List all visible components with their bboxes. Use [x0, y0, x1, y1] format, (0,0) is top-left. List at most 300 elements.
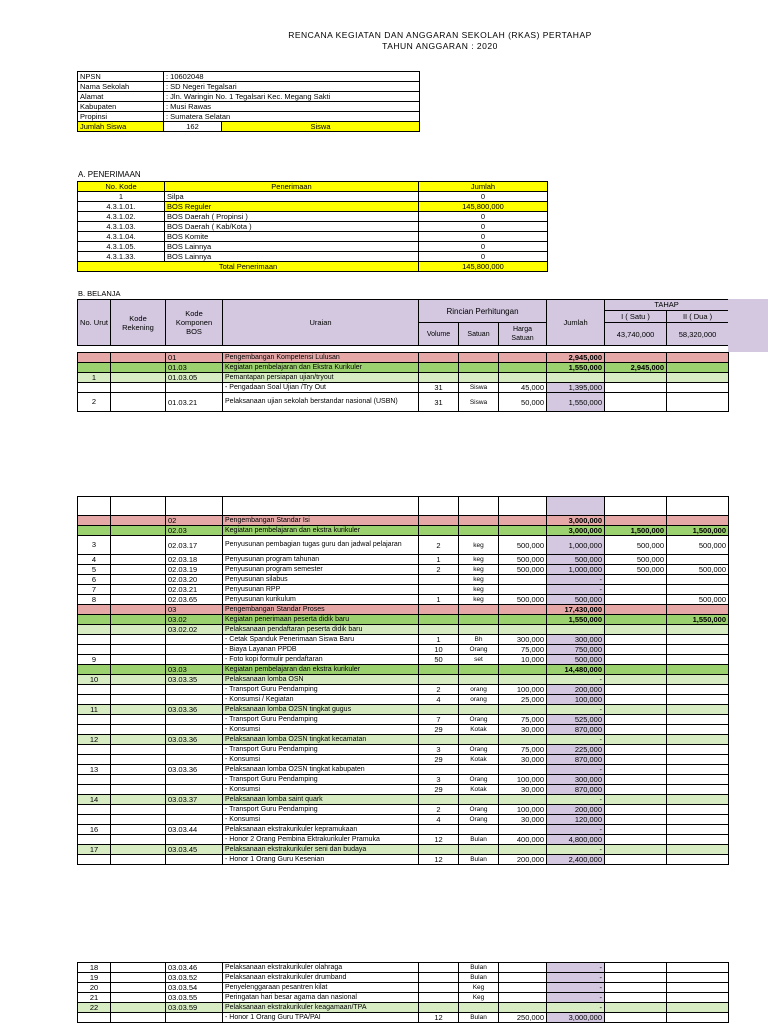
cell-jumlah: - [547, 825, 605, 835]
cell-jumlah: 2,400,000 [547, 855, 605, 865]
penerimaan-row [78, 202, 548, 212]
cell-satuan: Keg [459, 983, 499, 993]
cell-tahap-1: 500,000 [605, 555, 667, 565]
cell-volume: 3 [419, 745, 459, 755]
cell-komponen [166, 497, 223, 516]
cell-jumlah: - [547, 993, 605, 1003]
belanja-block-1 [77, 352, 729, 412]
header-volume: Volume [419, 323, 459, 346]
penerimaan-row [78, 232, 548, 242]
belanja-row [78, 745, 729, 755]
penerimaan-kode: 4.3.1.05. [78, 242, 165, 252]
cell-tahap-2 [667, 1003, 729, 1013]
cell-komponen: 03.02 [166, 615, 223, 625]
cell-satuan: keg [459, 536, 499, 555]
penerimaan-nama: BOS Daerah ( Kab/Kota ) [165, 222, 419, 232]
cell-jumlah: - [547, 705, 605, 715]
cell-harga: 200,000 [499, 855, 547, 865]
cell-rekening [111, 775, 166, 785]
header-tahap: TAHAP [605, 300, 729, 311]
cell-volume [419, 795, 459, 805]
cell-rekening [111, 1003, 166, 1013]
cell-satuan [459, 795, 499, 805]
cell-komponen: 03.03.45 [166, 845, 223, 855]
cell-satuan: Bh [459, 635, 499, 645]
jumlah-siswa-count: 162 [164, 122, 222, 132]
cell-komponen: 03.03 [166, 665, 223, 675]
cell-satuan: Bulan [459, 855, 499, 865]
belanja-row [78, 383, 729, 393]
cell-no [78, 745, 111, 755]
cell-tahap-1 [605, 835, 667, 845]
identity-row [78, 82, 420, 92]
cell-tahap-1 [605, 575, 667, 585]
cell-komponen: 03 [166, 605, 223, 615]
cell-tahap-2 [667, 393, 729, 412]
cell-jumlah: 500,000 [547, 555, 605, 565]
cell-rekening [111, 983, 166, 993]
cell-satuan [459, 735, 499, 745]
cell-satuan: Siswa [459, 393, 499, 412]
cell-rekening [111, 536, 166, 555]
cell-jumlah: 300,000 [547, 635, 605, 645]
cell-satuan: Orang [459, 775, 499, 785]
cell-volume: 1 [419, 635, 459, 645]
belanja-row [78, 605, 729, 615]
cell-komponen [166, 835, 223, 845]
cell-satuan [459, 665, 499, 675]
belanja-row [78, 695, 729, 705]
cell-uraian: - Cetak Spanduk Penerimaan Siswa Baru [223, 635, 419, 645]
identity-value: : 10602048 [164, 72, 420, 82]
cell-jumlah: 870,000 [547, 725, 605, 735]
cell-uraian: Peringatan hari besar agama dan nasional [223, 993, 419, 1003]
cell-rekening [111, 795, 166, 805]
cell-harga [499, 353, 547, 363]
cell-uraian: - Honor 1 Orang Guru TPA/PAI [223, 1013, 419, 1023]
cell-komponen: 02 [166, 516, 223, 526]
cell-tahap-2 [667, 705, 729, 715]
cell-rekening [111, 575, 166, 585]
cell-volume [419, 845, 459, 855]
cell-volume: 4 [419, 815, 459, 825]
cell-tahap-1 [605, 497, 667, 516]
cell-volume [419, 615, 459, 625]
cell-harga [499, 765, 547, 775]
cell-harga: 30,000 [499, 785, 547, 795]
penerimaan-jumlah: 145,800,000 [419, 202, 548, 212]
cell-rekening [111, 705, 166, 715]
cell-jumlah: - [547, 845, 605, 855]
cell-komponen: 02.03 [166, 526, 223, 536]
cell-volume [419, 825, 459, 835]
cell-komponen: 03.03.36 [166, 705, 223, 715]
cell-tahap-2 [667, 973, 729, 983]
cell-no [78, 353, 111, 363]
cell-tahap-2 [667, 715, 729, 725]
cell-tahap-1: 500,000 [605, 536, 667, 555]
header-kode-rekening: Kode Rekening [111, 300, 166, 346]
cell-harga [499, 665, 547, 675]
cell-jumlah: 300,000 [547, 775, 605, 785]
header-tahap-2: II ( Dua ) [667, 310, 729, 322]
cell-harga: 75,000 [499, 745, 547, 755]
cell-tahap-1 [605, 685, 667, 695]
cell-jumlah: 1,000,000 [547, 536, 605, 555]
cell-volume [419, 665, 459, 675]
cell-uraian [223, 497, 419, 516]
cell-tahap-1 [605, 785, 667, 795]
cell-volume [419, 516, 459, 526]
penerimaan-jumlah: 0 [419, 222, 548, 232]
cell-rekening [111, 655, 166, 665]
total-penerimaan-value: 145,800,000 [419, 262, 548, 272]
jumlah-siswa-label: Jumlah Siswa [78, 122, 164, 132]
cell-rekening [111, 695, 166, 705]
header-tahap-extension [728, 299, 768, 352]
cell-tahap-2 [667, 695, 729, 705]
cell-harga [499, 1003, 547, 1013]
cell-komponen: 01.03.21 [166, 393, 223, 412]
penerimaan-row [78, 222, 548, 232]
cell-harga [499, 575, 547, 585]
cell-jumlah [547, 497, 605, 516]
belanja-row [78, 983, 729, 993]
cell-tahap-1 [605, 393, 667, 412]
cell-satuan: Orang [459, 645, 499, 655]
cell-harga [499, 373, 547, 383]
cell-rekening [111, 585, 166, 595]
cell-tahap-1 [605, 695, 667, 705]
cell-no: 16 [78, 825, 111, 835]
cell-uraian: Penyusunan kurikulum [223, 595, 419, 605]
cell-tahap-1 [605, 1003, 667, 1013]
cell-satuan: Keg [459, 993, 499, 1003]
cell-satuan [459, 615, 499, 625]
belanja-row [78, 715, 729, 725]
cell-satuan: Orang [459, 745, 499, 755]
cell-tahap-2 [667, 516, 729, 526]
identity-label: Alamat [78, 92, 164, 102]
cell-rekening [111, 745, 166, 755]
cell-jumlah: 1,000,000 [547, 565, 605, 575]
cell-uraian: Penyusunan program tahunan [223, 555, 419, 565]
cell-satuan [459, 526, 499, 536]
cell-tahap-2 [667, 685, 729, 695]
cell-harga: 45,000 [499, 383, 547, 393]
cell-harga [499, 585, 547, 595]
penerimaan-kode: 4.3.1.03. [78, 222, 165, 232]
cell-jumlah: 100,000 [547, 695, 605, 705]
cell-tahap-1 [605, 353, 667, 363]
cell-volume: 12 [419, 855, 459, 865]
cell-rekening [111, 835, 166, 845]
cell-uraian: Pelaksanaan ekstrakurikuler seni dan budaya [223, 845, 419, 855]
cell-tahap-1 [605, 605, 667, 615]
penerimaan-kode: 4.3.1.02. [78, 212, 165, 222]
cell-tahap-2 [667, 795, 729, 805]
cell-tahap-1 [605, 625, 667, 635]
cell-tahap-2 [667, 555, 729, 565]
cell-volume [419, 993, 459, 1003]
cell-volume: 31 [419, 383, 459, 393]
header-tahap-2-total: 58,320,000 [667, 323, 729, 346]
cell-harga [499, 705, 547, 715]
cell-tahap-1 [605, 855, 667, 865]
cell-rekening [111, 675, 166, 685]
belanja-row [78, 645, 729, 655]
cell-rekening [111, 665, 166, 675]
cell-tahap-2: 500,000 [667, 536, 729, 555]
cell-volume [419, 526, 459, 536]
cell-tahap-2: 1,500,000 [667, 526, 729, 536]
cell-komponen [166, 655, 223, 665]
cell-volume [419, 735, 459, 745]
penerimaan-row [78, 252, 548, 262]
cell-harga [499, 363, 547, 373]
cell-satuan: Bulan [459, 963, 499, 973]
cell-harga [499, 973, 547, 983]
belanja-row [78, 973, 729, 983]
cell-uraian: Pelaksanaan lomba O2SN tingkat kecamatan [223, 735, 419, 745]
header-uraian: Uraian [223, 300, 419, 346]
cell-harga [499, 497, 547, 516]
cell-volume: 2 [419, 805, 459, 815]
cell-jumlah: 225,000 [547, 745, 605, 755]
cell-komponen: 03.03.55 [166, 993, 223, 1003]
cell-uraian: Pelaksanaan pendaftaran peserta didik baru [223, 625, 419, 635]
belanja-row [78, 775, 729, 785]
cell-harga: 30,000 [499, 755, 547, 765]
header-tahap-1: I ( Satu ) [605, 310, 667, 322]
cell-komponen [166, 785, 223, 795]
cell-no [78, 695, 111, 705]
belanja-row [78, 675, 729, 685]
cell-rekening [111, 373, 166, 383]
cell-tahap-1 [605, 745, 667, 755]
cell-uraian: - Transport Guru Pendamping [223, 685, 419, 695]
cell-jumlah: 4,800,000 [547, 835, 605, 845]
cell-tahap-1 [605, 725, 667, 735]
cell-komponen: 01.03.05 [166, 373, 223, 383]
cell-tahap-2 [667, 373, 729, 383]
cell-komponen [166, 755, 223, 765]
cell-satuan [459, 353, 499, 363]
penerimaan-jumlah: 0 [419, 232, 548, 242]
belanja-row [78, 373, 729, 383]
cell-tahap-1: 500,000 [605, 565, 667, 575]
cell-komponen: 02.03.18 [166, 555, 223, 565]
cell-rekening [111, 526, 166, 536]
cell-satuan: set [459, 655, 499, 665]
penerimaan-row [78, 212, 548, 222]
cell-tahap-2 [667, 575, 729, 585]
cell-uraian: Pelaksanaan lomba O2SN tingkat gugus [223, 705, 419, 715]
cell-volume [419, 705, 459, 715]
header-jumlah: Jumlah [547, 300, 605, 346]
cell-volume: 2 [419, 565, 459, 575]
document-title: RENCANA KEGIATAN DAN ANGGARAN SEKOLAH (RKAS) PERTAHAP [288, 30, 592, 40]
cell-tahap-1 [605, 383, 667, 393]
belanja-row [78, 795, 729, 805]
belanja-block-2 [77, 496, 729, 865]
cell-satuan: keg [459, 555, 499, 565]
cell-rekening [111, 605, 166, 615]
cell-volume [419, 497, 459, 516]
cell-tahap-1 [605, 845, 667, 855]
cell-rekening [111, 845, 166, 855]
cell-tahap-1: 1,500,000 [605, 526, 667, 536]
cell-rekening [111, 785, 166, 795]
cell-tahap-1 [605, 705, 667, 715]
cell-no: 12 [78, 735, 111, 745]
cell-satuan [459, 1003, 499, 1013]
cell-no: 21 [78, 993, 111, 1003]
cell-volume: 50 [419, 655, 459, 665]
cell-jumlah [547, 373, 605, 383]
cell-uraian: Penyusunan silabus [223, 575, 419, 585]
cell-no: 22 [78, 1003, 111, 1013]
cell-volume: 12 [419, 1013, 459, 1023]
cell-volume [419, 765, 459, 775]
cell-uraian: Pelaksanaan lomba OSN [223, 675, 419, 685]
cell-tahap-2 [667, 675, 729, 685]
header-kode-komponen: Kode Komponen BOS [166, 300, 223, 346]
belanja-row [78, 655, 729, 665]
cell-jumlah: 1,550,000 [547, 393, 605, 412]
cell-no [78, 775, 111, 785]
cell-harga [499, 615, 547, 625]
cell-satuan: keg [459, 595, 499, 605]
cell-rekening [111, 815, 166, 825]
cell-tahap-1: 2,945,000 [605, 363, 667, 373]
cell-komponen [166, 725, 223, 735]
cell-uraian: Pelaksanaan lomba O2SN tingkat kabupaten [223, 765, 419, 775]
cell-volume [419, 575, 459, 585]
identity-value: : Musi Rawas [164, 102, 420, 112]
cell-tahap-1 [605, 765, 667, 775]
cell-rekening [111, 353, 166, 363]
cell-rekening [111, 615, 166, 625]
cell-tahap-2 [667, 983, 729, 993]
penerimaan-jumlah: 0 [419, 192, 548, 202]
cell-tahap-2 [667, 635, 729, 645]
belanja-row [78, 665, 729, 675]
belanja-row [78, 536, 729, 555]
belanja-row [78, 855, 729, 865]
cell-jumlah: 3,000,000 [547, 1013, 605, 1023]
cell-uraian: - Transport Guru Pendamping [223, 745, 419, 755]
cell-no: 10 [78, 675, 111, 685]
cell-rekening [111, 715, 166, 725]
cell-tahap-1 [605, 373, 667, 383]
cell-satuan [459, 825, 499, 835]
cell-tahap-1 [605, 735, 667, 745]
penerimaan-nama: BOS Lainnya [165, 242, 419, 252]
cell-satuan [459, 516, 499, 526]
cell-rekening [111, 855, 166, 865]
cell-uraian: Pengembangan Standar Proses [223, 605, 419, 615]
cell-tahap-2 [667, 735, 729, 745]
cell-komponen [166, 805, 223, 815]
cell-rekening [111, 765, 166, 775]
cell-harga: 25,000 [499, 695, 547, 705]
cell-uraian: - Biaya Layanan PPDB [223, 645, 419, 655]
belanja-row [78, 963, 729, 973]
cell-rekening [111, 735, 166, 745]
cell-no [78, 805, 111, 815]
identity-row [78, 102, 420, 112]
cell-volume: 4 [419, 695, 459, 705]
cell-harga [499, 845, 547, 855]
header-no-kode: No. Kode [78, 182, 165, 192]
identity-row [78, 72, 420, 82]
cell-jumlah: 525,000 [547, 715, 605, 725]
cell-harga [499, 625, 547, 635]
cell-no: 2 [78, 393, 111, 412]
cell-satuan: Orang [459, 715, 499, 725]
belanja-row [78, 805, 729, 815]
cell-tahap-1 [605, 665, 667, 675]
cell-satuan: Bulan [459, 835, 499, 845]
cell-volume: 2 [419, 685, 459, 695]
cell-jumlah [547, 625, 605, 635]
cell-volume: 10 [419, 645, 459, 655]
cell-tahap-2 [667, 775, 729, 785]
cell-no [78, 855, 111, 865]
cell-tahap-2 [667, 605, 729, 615]
cell-tahap-2 [667, 745, 729, 755]
belanja-row [78, 765, 729, 775]
cell-komponen: 02.03.17 [166, 536, 223, 555]
cell-uraian: Pelaksanaan ujian sekolah berstandar nasional (USBN) [223, 393, 419, 412]
cell-jumlah: 3,000,000 [547, 516, 605, 526]
cell-harga: 50,000 [499, 393, 547, 412]
cell-satuan [459, 373, 499, 383]
penerimaan-row [78, 192, 548, 202]
cell-no [78, 635, 111, 645]
cell-no: 1 [78, 373, 111, 383]
cell-harga [499, 675, 547, 685]
cell-no [78, 725, 111, 735]
cell-rekening [111, 825, 166, 835]
cell-harga [499, 795, 547, 805]
cell-tahap-2 [667, 805, 729, 815]
cell-komponen: 03.03.37 [166, 795, 223, 805]
cell-volume: 1 [419, 555, 459, 565]
cell-komponen: 03.03.46 [166, 963, 223, 973]
cell-uraian: Penyusunan RPP [223, 585, 419, 595]
cell-jumlah: - [547, 1003, 605, 1013]
belanja-row [78, 555, 729, 565]
cell-satuan: Bulan [459, 1013, 499, 1023]
belanja-row [78, 755, 729, 765]
belanja-row [78, 705, 729, 715]
cell-jumlah: - [547, 983, 605, 993]
cell-tahap-1 [605, 993, 667, 1003]
cell-rekening [111, 993, 166, 1003]
cell-jumlah: - [547, 963, 605, 973]
cell-no [78, 785, 111, 795]
cell-komponen: 03.03.59 [166, 1003, 223, 1013]
cell-volume: 12 [419, 835, 459, 845]
cell-no [78, 516, 111, 526]
cell-satuan: Kotak [459, 785, 499, 795]
penerimaan-jumlah: 0 [419, 242, 548, 252]
penerimaan-table [77, 181, 548, 272]
belanja-heading: B. BELANJA [78, 289, 121, 298]
cell-satuan: Kotak [459, 755, 499, 765]
